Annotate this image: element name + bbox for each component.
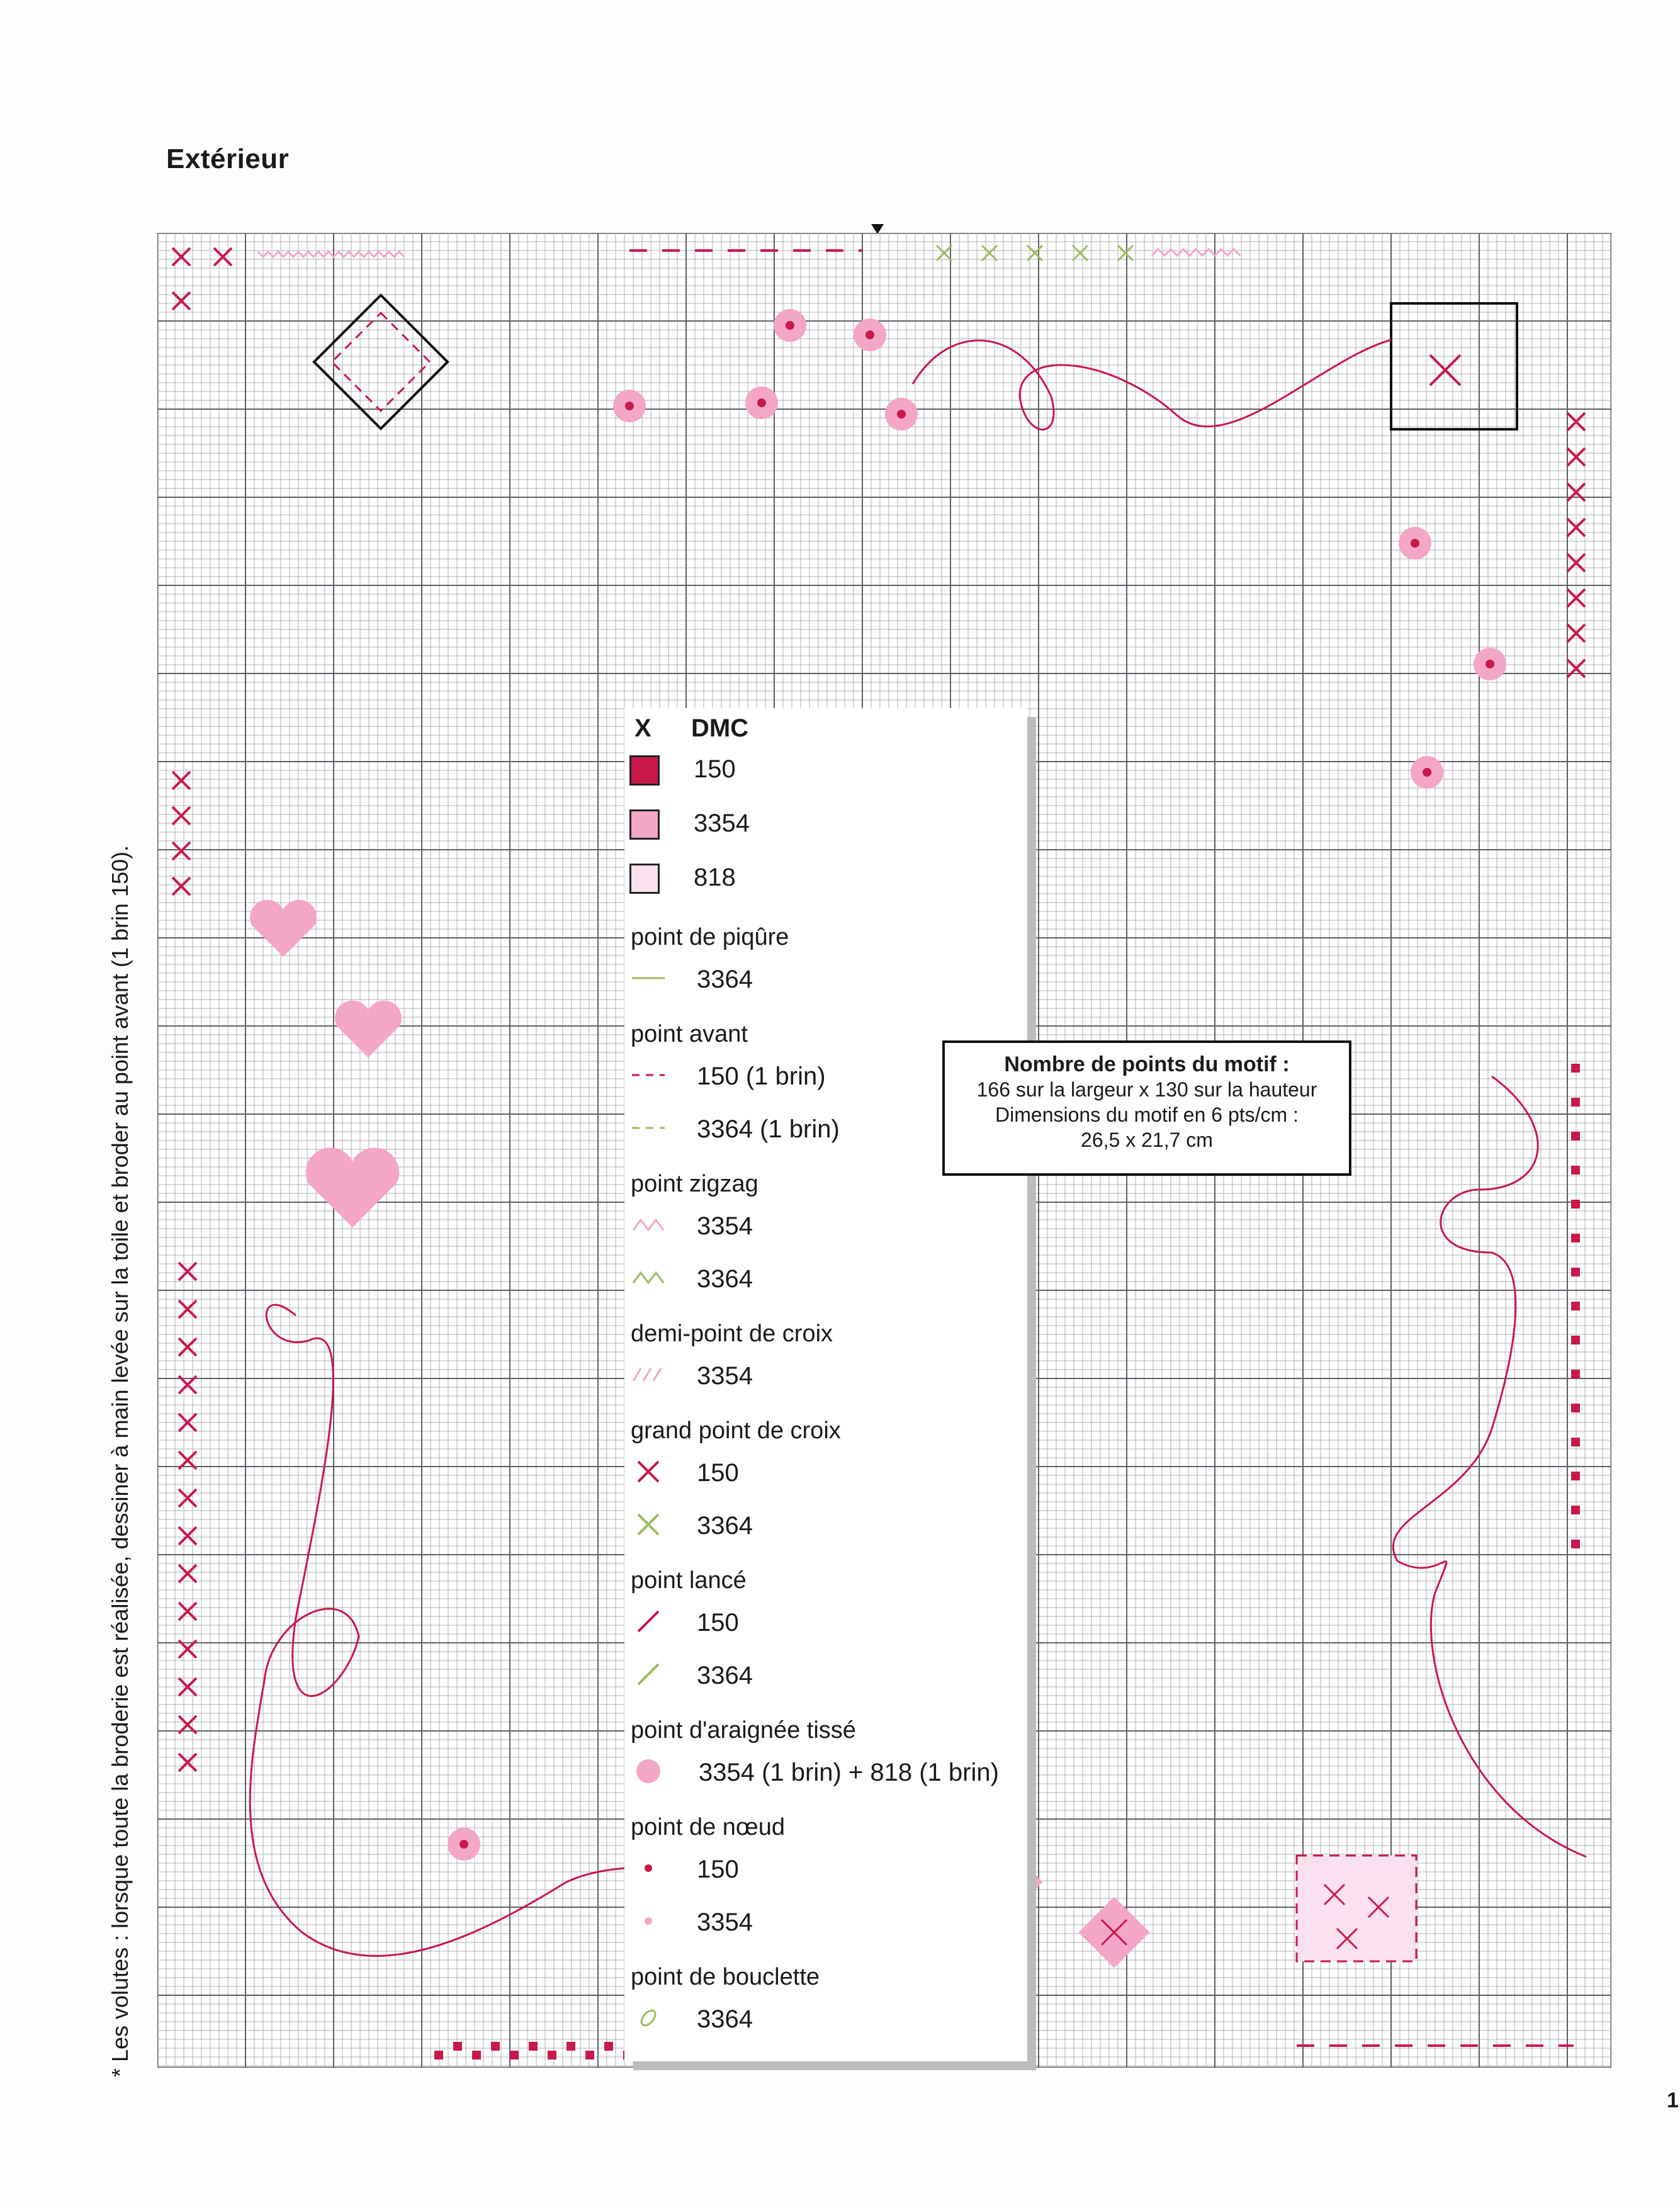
legend-col-x: X: [634, 714, 651, 742]
page-title: Extérieur: [166, 144, 290, 174]
legend-item-label: 3354: [697, 1212, 753, 1240]
knot-square-mark: [1571, 1200, 1580, 1209]
knot-mark: [1486, 660, 1494, 668]
legend-section-title: point avant: [631, 1021, 748, 1047]
knot-square-mark: [1571, 1336, 1580, 1344]
straight-stitch-diagonal-icon: [629, 1662, 667, 1687]
legend-item-label: 150: [697, 1856, 739, 1883]
lazy-daisy-loop-icon: [629, 2005, 667, 2031]
legend-section-title: point de piqûre: [631, 924, 789, 950]
info-stitch-count: 166 sur la largeur x 130 sur la hauteur: [976, 1078, 1317, 1101]
legend-section-title: point zigzag: [631, 1171, 758, 1197]
knot-square-mark: [1571, 1540, 1580, 1548]
french-knot-dot-icon: [629, 1856, 667, 1881]
french-knot-dot-icon: [629, 1908, 667, 1934]
knot-square-mark: [1571, 1370, 1580, 1378]
legend-code: 150: [694, 755, 736, 783]
zigzag-line-icon: [629, 1212, 667, 1237]
knot-square-mark: [1571, 1506, 1580, 1514]
legend-item-label: 150 (1 brin): [697, 1062, 826, 1090]
backstitch-solid-line-icon: [629, 966, 667, 991]
knot-square-mark: [1571, 1132, 1580, 1141]
color-swatch: [629, 864, 660, 894]
straight-stitch-diagonal-icon: [629, 1609, 667, 1634]
stitch-legend: [624, 708, 1027, 2061]
knot-mark: [625, 402, 634, 410]
legend-item-label: 3364: [697, 1662, 753, 1689]
legend-item-label: 3354: [697, 1362, 753, 1390]
half-cross-hatch-icon: [629, 1362, 667, 1387]
running-stitch-dashed-line-icon: [629, 1115, 667, 1141]
legend-item-label: 3354: [697, 1908, 753, 1936]
info-title: Nombre de points du motif :: [1004, 1052, 1290, 1076]
knot-square-mark: [548, 2051, 556, 2059]
legend-item-label: 3364: [697, 2005, 753, 2033]
knot-mark: [757, 398, 766, 407]
knot-square-mark: [529, 2042, 538, 2051]
knot-square-mark: [491, 2042, 500, 2051]
legend-item-label: 3354 (1 brin) + 818 (1 brin): [699, 1759, 999, 1786]
knot-mark: [865, 330, 874, 339]
legend-item-label: 3364: [697, 1265, 753, 1293]
legend-item-label: 150: [697, 1459, 739, 1487]
legend-section-title: point d'araignée tissé: [631, 1717, 856, 1744]
knot-square-mark: [1571, 1166, 1580, 1175]
legend-item-label: 150: [697, 1609, 739, 1637]
large-cross-icon: [629, 1459, 667, 1484]
knot-square-mark: [1571, 1438, 1580, 1446]
knot-mark: [897, 410, 906, 419]
color-swatch: [629, 809, 660, 840]
legend-code: 818: [694, 864, 736, 891]
legend-section-title: point lancé: [631, 1567, 747, 1594]
woven-spider-dot-icon: [629, 1759, 667, 1784]
knot-square-mark: [1571, 1472, 1580, 1480]
legend-section-title: point de bouclette: [631, 1964, 820, 1990]
zigzag-line-icon: [629, 1265, 667, 1290]
knot-square-mark: [453, 2042, 462, 2051]
knot-square-mark: [567, 2042, 575, 2051]
page-number: 1: [1667, 2088, 1679, 2112]
knot-square-mark: [1571, 1302, 1580, 1310]
knot-square-mark: [585, 2051, 594, 2059]
legend-item-label: 3364 (1 brin): [697, 1115, 840, 1143]
knot-mark: [1423, 768, 1431, 777]
footnote: * Les volutes : lorsque toute la broderie est réalisée, dessiner à main levée sur la toile et broder au point avant (1 brin 150).: [107, 845, 133, 2077]
embroidery-chart: [157, 233, 1611, 2068]
patch-pink-square: [1297, 1856, 1416, 1961]
legend-section-title: demi-point de croix: [631, 1321, 833, 1347]
knot-mark: [1411, 539, 1419, 548]
large-cross-icon: [629, 1512, 667, 1537]
knot-mark: [786, 321, 794, 330]
legend-col-dmc: DMC: [691, 714, 749, 742]
knot-square-mark: [1571, 1098, 1580, 1107]
info-dimension-label: Dimensions du motif en 6 pts/cm :: [995, 1103, 1299, 1126]
info-dimension-value: 26,5 x 21,7 cm: [1081, 1129, 1213, 1151]
legend-section-title: point de nœud: [631, 1814, 786, 1840]
legend-section-title: grand point de croix: [631, 1417, 841, 1444]
knot-square-mark: [1571, 1404, 1580, 1412]
color-swatch: [629, 755, 660, 786]
legend-item-label: 3364: [697, 966, 753, 993]
knot-square-mark: [434, 2051, 443, 2059]
motif-info-box: [942, 1040, 1351, 1176]
knot-square-mark: [1571, 1064, 1580, 1073]
running-stitch-dashed-line-icon: [629, 1062, 667, 1088]
knot-square-mark: [472, 2051, 481, 2059]
legend-item-label: 3364: [697, 1512, 753, 1540]
knot-square-mark: [510, 2051, 519, 2059]
legend-code: 3354: [694, 809, 750, 837]
knot-square-mark: [604, 2042, 613, 2051]
knot-square-mark: [1571, 1268, 1580, 1276]
knot-mark: [459, 1840, 468, 1849]
knot-square-mark: [1571, 1234, 1580, 1242]
